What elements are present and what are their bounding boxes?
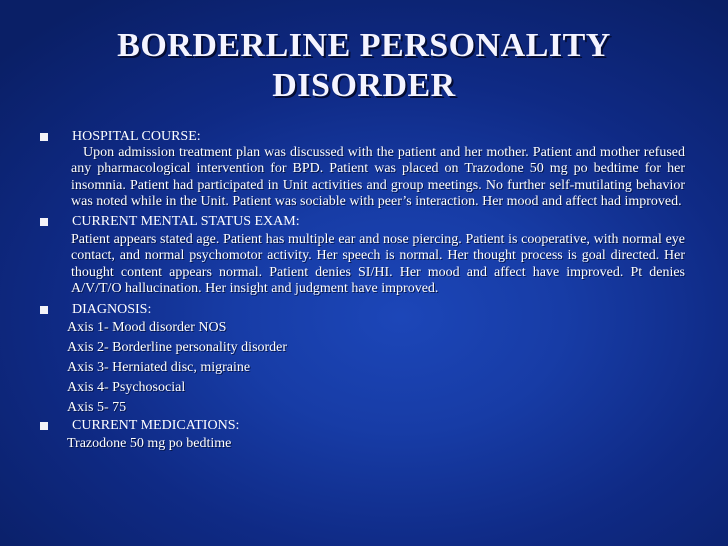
slide-title: [40, 26, 688, 106]
bullet-mental-status: [0, 213, 728, 230]
diagnosis-axis-4: Axis 4- Psychosocial: [67, 379, 186, 395]
square-bullet-icon: [40, 133, 48, 141]
diagnosis-axis-2: Axis 2- Borderline personality disorder: [67, 340, 288, 356]
mental-status-heading: CURRENT MENTAL STATUS EXAM:: [72, 214, 300, 230]
square-bullet-icon: [40, 422, 48, 430]
diagnosis-axis-1: Axis 1- Mood disorder NOS: [67, 320, 227, 336]
diagnosis-axis-3: Axis 3- Herniated disc, migraine: [67, 359, 251, 375]
hospital-course-heading: HOSPITAL COURSE:: [72, 129, 201, 144]
medications-heading: CURRENT MEDICATIONS:: [72, 418, 240, 434]
title-line-2: DISORDER: [272, 67, 456, 104]
diagnosis-heading: DIAGNOSIS:: [72, 302, 152, 318]
mental-status-text: Patient appears stated age. Patient has multiple ear and nose piercing. Patient is cooperative, with normal eye contact, and normal psychomotor activity. Her speech is normal. Her thought process is goal directed. Her thought content appears normal. Patient denies SI/HI. Her mood and affect have improved. Pt denies A/V/T/O hallucination. Her insight and judgment have improved.: [71, 232, 685, 297]
square-bullet-icon: [40, 218, 48, 226]
title-line-1: BORDERLINE PERSONALITY: [117, 27, 611, 64]
slide-content: [0, 128, 728, 454]
medications-text: Trazodone 50 mg po bedtime: [67, 436, 232, 452]
bullet-hospital-course: [0, 128, 728, 145]
hospital-course-text: Upon admission treatment plan was discussed with the patient and her mother. Patient and mother refused any pharmacological intervention for BPD. Patient was placed on Trazodone 50 mg po bedtime for her insomnia. Patient had participated in Unit activities and group meetings. No further self-mutilating behavior was noted while in the Unit. Patient was sociable with peer’s interaction. Her mood and affect had improved.: [71, 145, 685, 209]
bullet-medications: [0, 417, 728, 434]
square-bullet-icon: [40, 306, 48, 314]
bullet-diagnosis: [0, 301, 728, 318]
diagnosis-axis-5: Axis 5- 75: [67, 399, 127, 415]
